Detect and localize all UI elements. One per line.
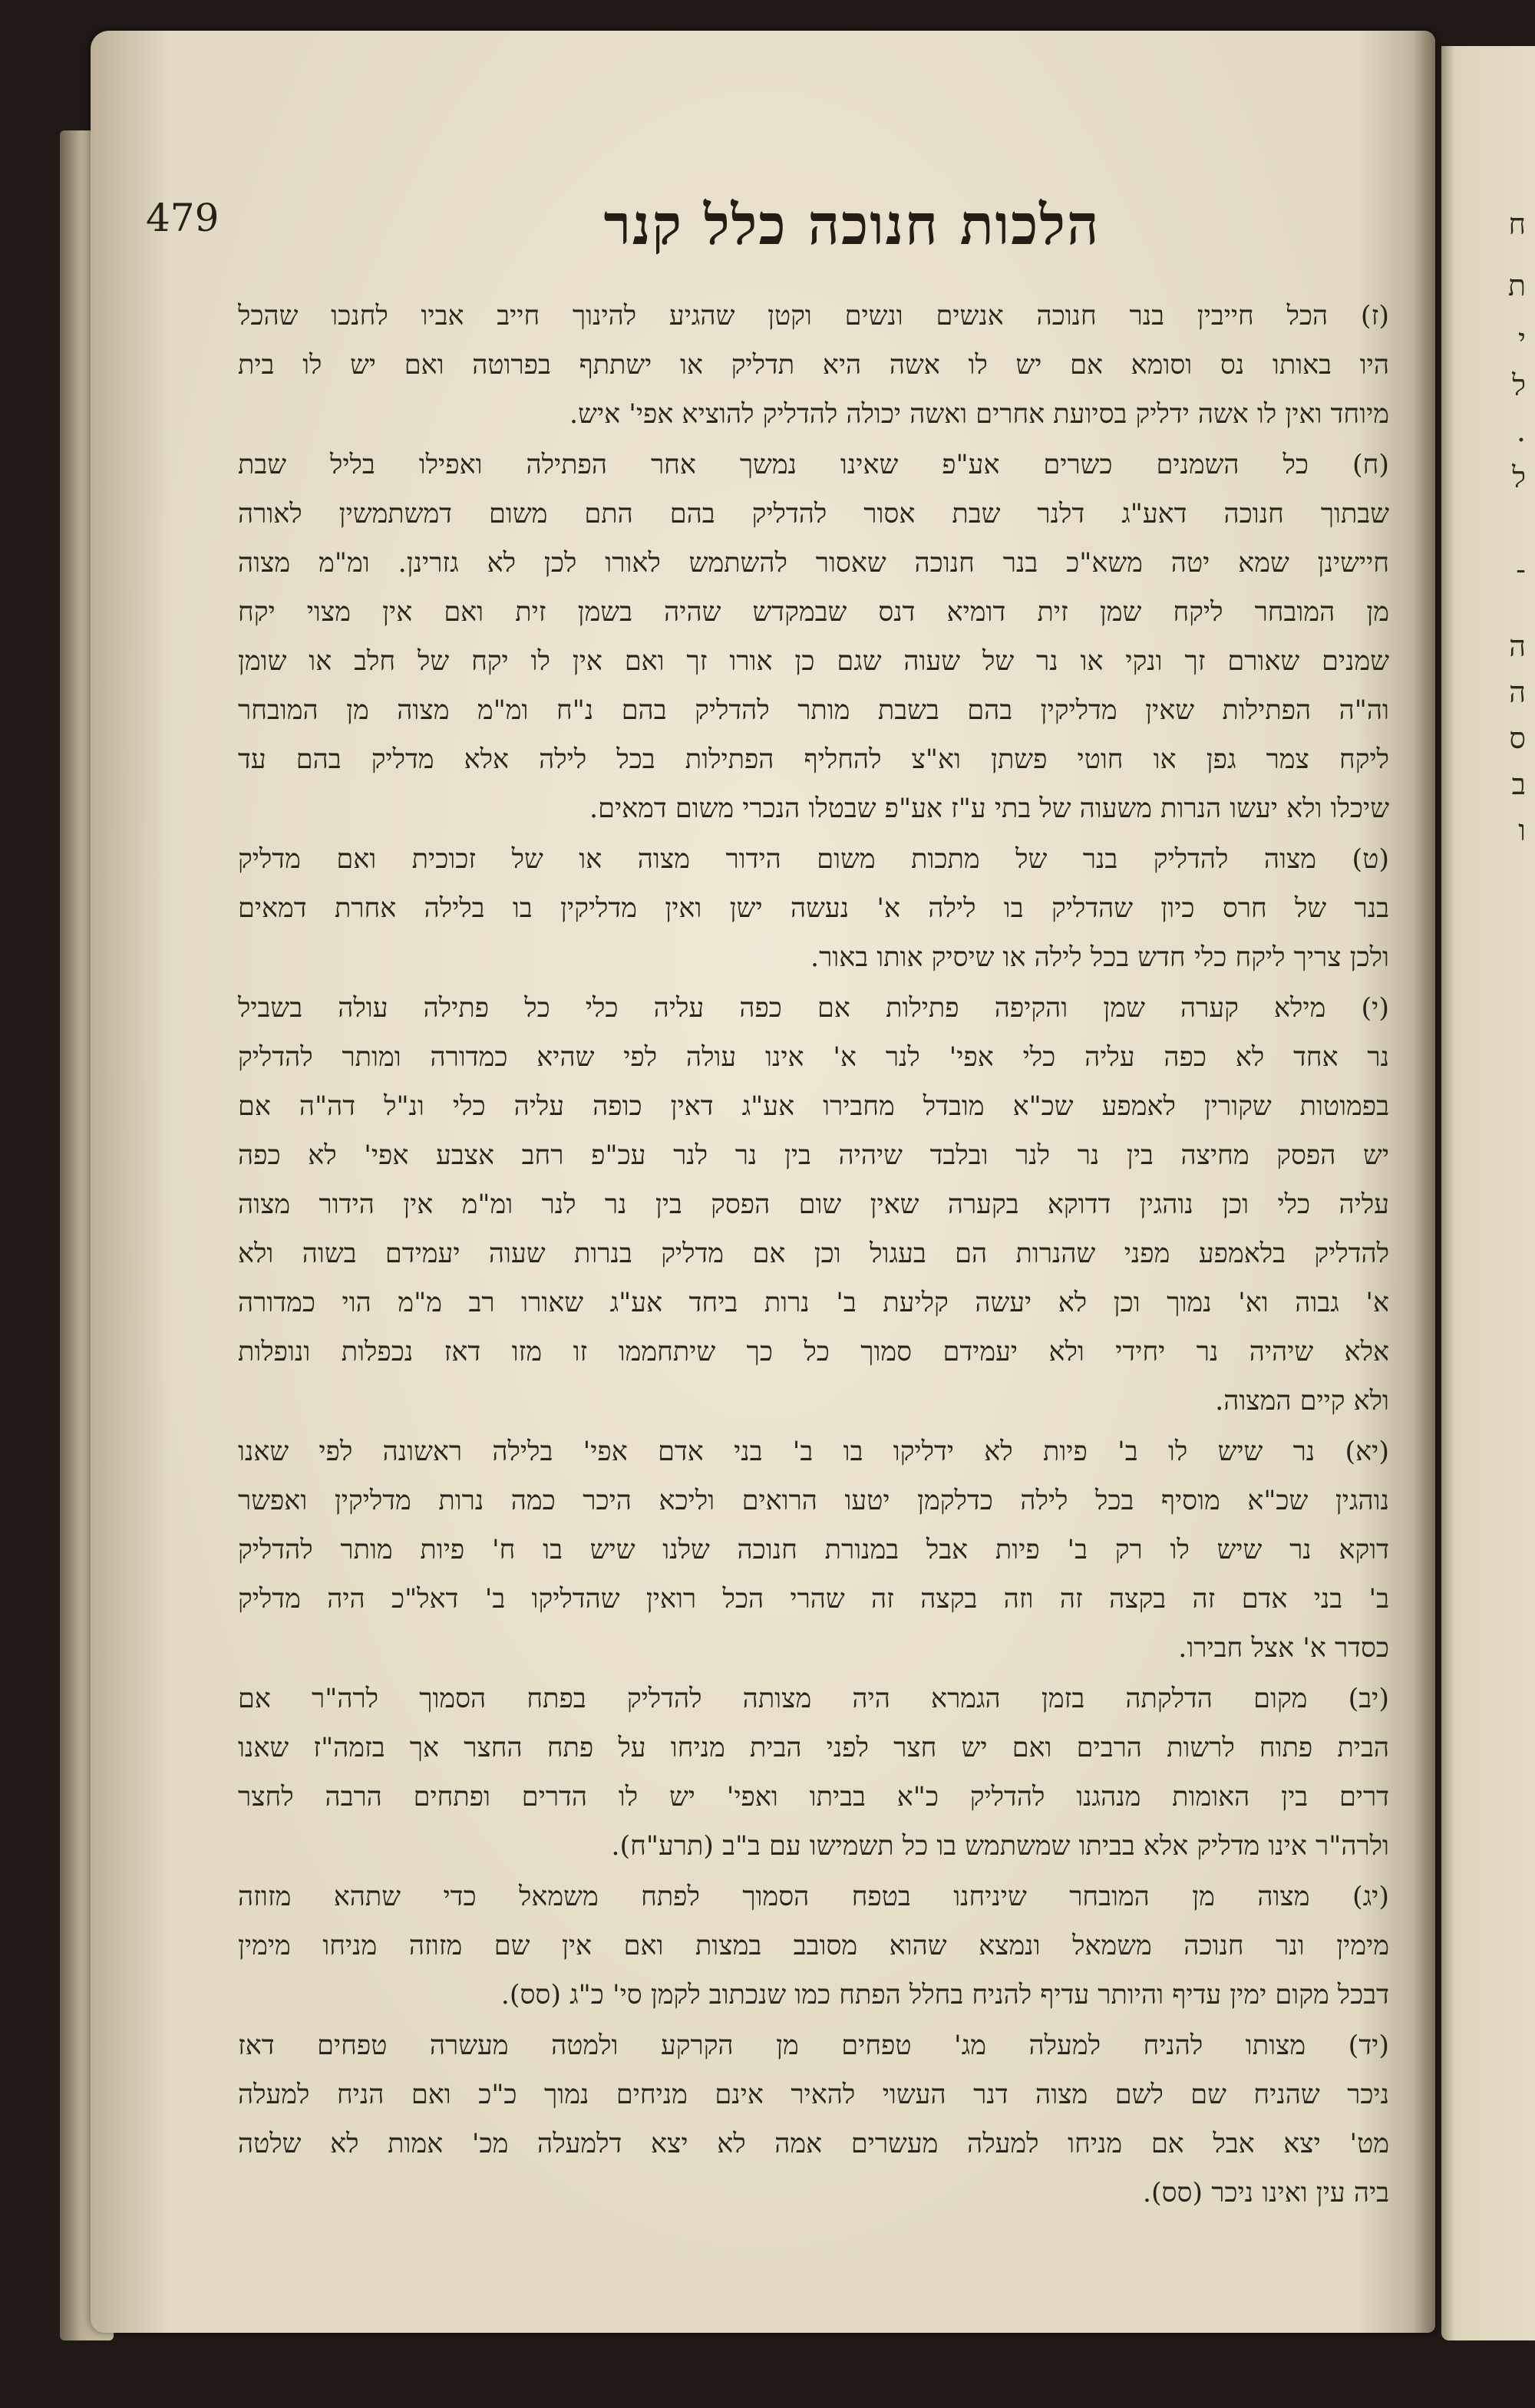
body-text <box>238 292 1389 2287</box>
text-line: דרים בין האומות מנהגנו להדליק כ"א בביתו ואפי' יש לו הדרים ופתחים הרבה לחצר <box>238 1782 1389 1813</box>
paragraph <box>238 292 1389 439</box>
paragraph <box>238 984 1389 1426</box>
text-line: ביה עין ואינו ניכר (סס). <box>1142 2178 1389 2208</box>
text-line: יש הפסק מחיצה בין נר לנר ובלבד שיהיה בין נר לנר עכ"פ רחב אצבע אפי' לא כפה <box>238 1140 1389 1171</box>
facing-page-fragment: ה <box>1509 675 1526 709</box>
facing-page-fragment: ס <box>1509 721 1526 755</box>
text-line: מן המובחר ליקח שמן זית דומיא דנס שבמקדש שהיה בשמן זית ואם אין מצוי יקח <box>238 597 1389 628</box>
facing-page-fragment: ה <box>1509 629 1526 663</box>
text-line: דוקא נר שיש לו רק ב' פיות אבל במנורת חנוכה שלנו שיש בו ח' פיות מותר להדליק <box>238 1535 1389 1565</box>
paragraph <box>238 1872 1389 2020</box>
text-line: ולא קיים המצוה. <box>1215 1386 1389 1417</box>
text-line: ניכר שהניח שם לשם מצוה דנר העשוי להאיר אינם מניחים נמוך כ"כ ואם הניח למעלה <box>238 2080 1389 2110</box>
text-line: ולכן צריך ליקח כלי חדש בכל לילה או שיסיק אותו באור. <box>810 942 1389 973</box>
facing-page-fragment: ח <box>1508 207 1526 241</box>
paragraph <box>238 1427 1389 1673</box>
text-line: כסדר א' אצל חבירו. <box>1178 1633 1389 1664</box>
text-line: ולרה"ר אינו מדליק אלא בביתו שמשתמש בו כל תשמישו עם ב"ב (תרע"ח). <box>611 1831 1389 1862</box>
paragraph <box>238 1674 1389 1871</box>
text-line: (יא) נר שיש לו ב' פיות לא ידליקו בו ב' בני אדם אפי' בלילה ראשונה לפי שאנו <box>238 1437 1389 1467</box>
text-line: שבתוך חנוכה דאע"ג דלנר שבת אסור להדליק בהם התם משום דמשתמשין לאורה <box>238 499 1389 529</box>
text-line: ליקח צמר גפן או חוטי פשתן וא"צ להחליף הפתילות בכל לילה אלא מדליק בהם עד <box>238 744 1389 775</box>
text-line: בנר של חרס כיון שהדליק בו לילה א' נעשה ישן ואין מדליקין בו בלילה אחרת דמאים <box>238 893 1389 924</box>
text-line: (יג) מצוה מן המובחר שיניחנו בטפח הסמוך לפתח משמאל כדי שתהא מזוזה <box>238 1882 1389 1912</box>
text-line: (ח) כל השמנים כשרים אע"פ שאינו נמשך אחר הפתילה ואפילו בליל שבת <box>238 450 1389 480</box>
text-line: (ז) הכל חייבין בנר חנוכה אנשים ונשים וקטן שהגיע להינוך חייב אביו לחנכו שהכל <box>238 301 1389 332</box>
text-line: שמנים שאורם זך ונקי או נר של שעוה שגם כן אורו זך ואם אין לו יקח של חלב או שומן <box>238 646 1389 677</box>
text-line: דבכל מקום ימין עדיף והיותר עדיף להניח בחלל הפתח כמו שנכתוב לקמן סי' כ"ג (סס). <box>500 1980 1389 2011</box>
text-line: מיוחד ואין לו אשה ידליק בסיועת אחרים ואשה יכולה להדליק להוציא אפי' איש. <box>569 399 1389 430</box>
facing-page <box>1441 46 1535 2340</box>
text-line: (יד) מצותו להניח למעלה מג' טפחים מן הקרקע ולמטה מעשרה טפחים דאז <box>238 2030 1389 2061</box>
text-line: א' גבוה וא' נמוך וכן לא יעשה קליעת ב' נרות ביחד אע"ג שאורו רב מ"מ הוי כמדורה <box>238 1288 1389 1318</box>
text-line: ב' בני אדם זה בקצה זה וזה בקצה זה שהרי הכל רואין שהדליקו ב' דאל"כ היה מדליק <box>238 1584 1389 1615</box>
facing-page-fragment: ל <box>1512 460 1526 494</box>
text-line: מימין ונר חנוכה משמאל ונמצא שהוא מסובב במצות ואם אין שם מזוזה מניחו מימין <box>238 1931 1389 1961</box>
facing-page-fragment: - <box>1516 553 1526 586</box>
text-line: עליה כלי וכן נוהגין דדוקא בקערה שאין שום הפסק בין נר לנר ומ"מ אין הידור מצוה <box>238 1189 1389 1220</box>
text-line: (ט) מצוה להדליק בנר של מתכות משום הידור מצוה או של זכוכית ואם מדליק <box>238 844 1389 875</box>
facing-page-fragment: ת <box>1507 269 1526 302</box>
text-line: וה"ה הפתילות שאין מדליקין בהם בשבת מותר להדליק בהם נ"ח ומ"מ מצוה מן המובחר <box>238 695 1389 726</box>
facing-page-fragment: . <box>1516 414 1526 448</box>
text-line: הבית פתוח לרשות הרבים ואם יש חצר לפני הבית מניחו על פתח החצר אך בזמה"ז שאנו <box>238 1733 1389 1763</box>
text-line: אלא שיהיה נר יחידי ולא יעמידם סמוך כל כך שיתחממו זו מזו דאז נכפלות ונופלות <box>238 1337 1389 1367</box>
text-line: מט' יצא אבל אם מניחו למעלה מעשרים אמה לא יצא דלמעלה מכ' אמות לא שלטה <box>238 2129 1389 2159</box>
text-line: בפמוטות שקורין לאמפע שכ"א מובדל מחבירו אע"ג דאין כופה עליה כלי ונ"ל דה"ה אם <box>238 1091 1389 1122</box>
paragraph <box>238 2021 1389 2218</box>
page-title: הלכות חנוכה כלל קנר <box>603 192 1101 257</box>
text-line: שיכלו ולא יעשו הנרות משעוה של בתי ע"ז אע"פ שבטלו הנכרי משום דמאים. <box>589 793 1389 824</box>
text-line: היו באותו נס וסומא אם יש לו אשה היא תדליק או ישתתף בפרוטה ואם יש לו בית <box>238 350 1389 381</box>
text-line: (י) מילא קערה שמן והקיפה פתילות אם כפה עליה כלי כל פתילה עולה בשביל <box>238 993 1389 1024</box>
facing-page-fragment: ל <box>1512 368 1526 402</box>
page-number: 479 <box>146 196 220 240</box>
text-line: חיישינן שמא יטה משא"כ בנר חנוכה שאסור להשתמש לאורו לכן לא גזרינן. ומ"מ מצוה <box>238 548 1389 579</box>
text-line: להדליק בלאמפע מפני שהנרות הם בעגול וכן אם מדליק בנרות שעוה יעמידם בשוה ולא <box>238 1239 1389 1269</box>
paragraph <box>238 835 1389 982</box>
facing-page-fragment: ו <box>1518 813 1526 847</box>
facing-page-fragment: י <box>1518 322 1526 356</box>
facing-page-fragment: ב <box>1511 767 1526 801</box>
paragraph <box>238 440 1389 833</box>
gutter-shadow <box>1412 31 1435 2333</box>
text-line: נר אחד לא כפה עליה כלי אפי' לנר א' אינו עולה לפי שהיא כמדורה ומותר להדליק <box>238 1042 1389 1073</box>
text-line: נוהגין שכ"א מוסיף בכל לילה כדלקמן יטעו הרואים וליכא היכר כמה נרות מדליקין ואפשר <box>238 1486 1389 1516</box>
text-line: (יב) מקום הדלקתה בזמן הגמרא היה מצותה להדליק בפתח הסמוך לרה"ר אם <box>238 1684 1389 1714</box>
